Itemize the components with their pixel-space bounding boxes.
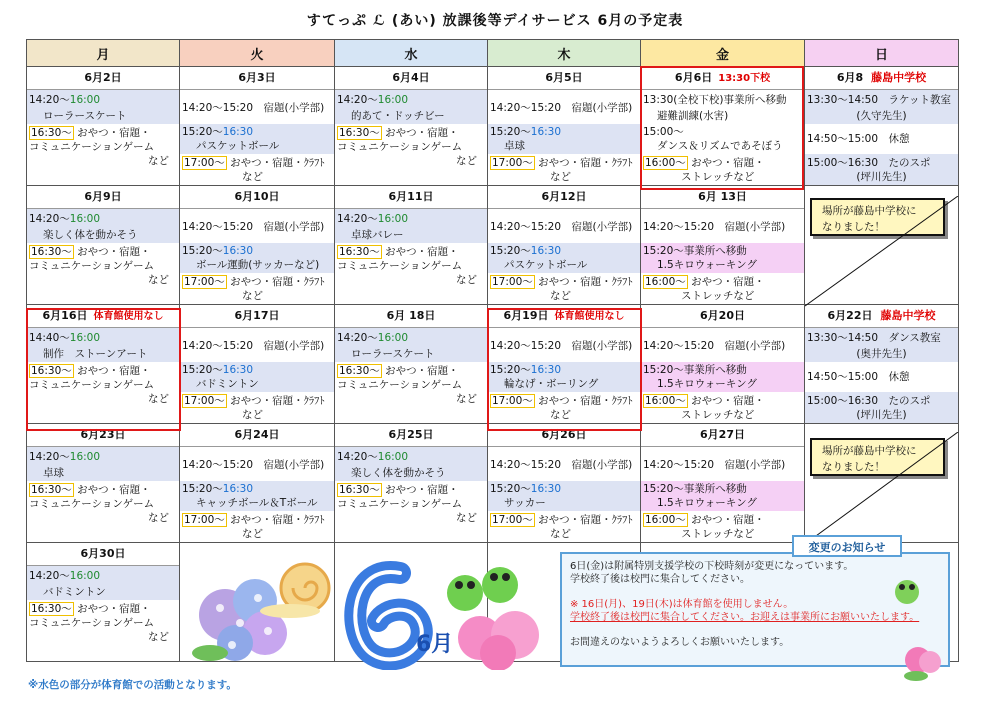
activity-block: 14:20～15:20 宿題(小学部)	[490, 102, 633, 114]
day-date: 6月26日	[488, 424, 640, 447]
hydrangea-small-icon	[898, 640, 948, 685]
day-location: 藤島中学校	[871, 71, 927, 84]
activity-block: 14:20～16:00 ローラースケート	[27, 90, 179, 124]
day-cell	[335, 305, 488, 424]
snack-block: 16:30～ おやつ・宿題・ コミュニケーションゲーム など	[337, 365, 477, 405]
activity-block: 15:20～16:30 輪なげ・ボーリング	[488, 362, 640, 392]
day-cell	[180, 67, 335, 186]
snack-block: 16:30～ おやつ・宿題・ コミュニケーションゲーム など	[29, 484, 169, 524]
weekday-thu: 木	[488, 40, 641, 67]
snack-block: 17:00～ おやつ・宿題・ｸﾗﾌﾄ など	[184, 395, 325, 421]
cell-strike-line	[805, 196, 959, 308]
snack-block: 16:30～ おやつ・宿題・ コミュニケーションゲーム など	[337, 127, 477, 167]
weekday-sun: 日	[805, 40, 959, 67]
day-cell	[27, 424, 180, 543]
day-cell	[27, 67, 180, 186]
activity-block: 14:20～15:20 宿題(小学部)	[182, 340, 325, 352]
big-six-graphic	[355, 572, 453, 659]
snack-block: 16:30～ おやつ・宿題・ コミュニケーションゲーム など	[29, 365, 169, 405]
snack-block: 16:00～ おやつ・宿題・ ストレッチなど	[645, 395, 765, 421]
highlight-box-jun16	[26, 308, 181, 431]
day-date: 6月10日	[180, 186, 334, 209]
weekday-wed: 水	[335, 40, 488, 67]
weekday-mon: 月	[27, 40, 180, 67]
june-illustration	[180, 553, 555, 670]
activity-block: 13:30～14:50 ラケット教室 (久守先生)	[805, 90, 958, 124]
day-date: 6月16日 体育館使用なし	[27, 305, 179, 328]
day-cell	[488, 424, 641, 543]
activity-block: 14:20～16:00 卓球	[27, 447, 179, 481]
activity-block: 14:20～16:00 楽しく体を動かそう	[27, 209, 179, 243]
activity-block: 14:20～15:20 宿題(小学部)	[643, 221, 786, 233]
activity-block: 15:20～事業所へ移動 1.5キロウォーキング	[641, 481, 804, 511]
activity-block: 15:20～16:30 ボール運動(サッカーなど)	[180, 243, 334, 273]
snack-block: 17:00～ おやつ・宿題・ｸﾗﾌﾄ など	[492, 395, 633, 421]
weekday-tue: 火	[180, 40, 335, 67]
activity-block: 14:20～15:20 宿題(小学部)	[182, 102, 325, 114]
activity-block: 14:20～16:00 ローラースケート	[335, 328, 487, 362]
snack-block: 16:00～ おやつ・宿題・ ストレッチなど	[645, 157, 765, 183]
snack-block: 16:30～ おやつ・宿題・ コミュニケーションゲーム など	[29, 127, 169, 167]
day-date: 6月9日	[27, 186, 179, 209]
notice-title: 変更のお知らせ	[792, 535, 902, 557]
activity-block: 14:20～16:00 楽しく体を動かそう	[335, 447, 487, 481]
day-cell	[335, 424, 488, 543]
activity-block: 14:50～15:00 休憩	[807, 371, 910, 383]
day-cell	[335, 186, 488, 305]
activity-block: 15:00～16:30 たのスポ (坪川先生)	[805, 154, 958, 186]
hydrangea-icon	[192, 579, 287, 661]
frog-umbrella-icon	[885, 570, 935, 610]
activity-block: 15:20～16:30 卓球	[488, 124, 640, 154]
day-date: 6月 18日	[335, 305, 487, 328]
day-date: 6月17日	[180, 305, 334, 328]
activity-block: 14:20～15:20 宿題(小学部)	[182, 459, 325, 471]
day-date: 6月23日	[27, 424, 179, 447]
snack-block: 16:30～ おやつ・宿題・ コミュニケーションゲーム など	[29, 246, 169, 286]
snack-block: 17:00～ おやつ・宿題・ｸﾗﾌﾄ など	[184, 157, 325, 183]
day-cell	[805, 305, 959, 424]
snack-block: 16:00～ おやつ・宿題・ ストレッチなど	[645, 514, 765, 540]
cell-strike-line	[805, 432, 959, 546]
day-date: 6月30日	[27, 543, 179, 566]
day-cell	[641, 424, 805, 543]
snack-block: 16:00～ おやつ・宿題・ ストレッチなど	[645, 276, 765, 302]
activity-block: 14:20～16:00 的あて・ドッチビー	[335, 90, 487, 124]
activity-block: 15:20～16:30 サッカー	[488, 481, 640, 511]
notice-line: 学校終了後は校門に集合してください。お迎えは事業所にお願いいたします。	[570, 612, 920, 623]
activity-block: 15:20～16:30 パスケットボール	[488, 243, 640, 273]
day-cell	[488, 67, 641, 186]
snack-block: 16:30～ おやつ・宿題・ コミュニケーションゲーム など	[337, 246, 477, 286]
callout-text: 場所が藤島中学校に なりました！	[822, 205, 917, 233]
snack-block: 17:00～ おやつ・宿題・ｸﾗﾌﾄ など	[184, 276, 325, 302]
activity-block: 15:20～16:30 バドミントン	[180, 362, 334, 392]
snack-block: 17:00～ おやつ・宿題・ｸﾗﾌﾄ など	[184, 514, 325, 540]
day-cell	[488, 186, 641, 305]
snack-block: 17:00～ おやつ・宿題・ｸﾗﾌﾄ など	[492, 157, 633, 183]
flower-bush-icon	[458, 611, 539, 670]
day-cell	[180, 305, 335, 424]
activity-block: 14:50～15:00 休憩	[807, 133, 910, 145]
highlight-box-jun19	[487, 308, 642, 431]
day-cell	[180, 186, 335, 305]
snack-block: 16:30～ おやつ・宿題・ コミュニケーションゲーム など	[29, 603, 169, 643]
day-date: 6月12日	[488, 186, 640, 209]
activity-block: 14:20～16:00 卓球バレー	[335, 209, 487, 243]
page-title: すてっぷ ℒ (あい) 放課後等デイサービス 6月の予定表	[306, 13, 684, 29]
day-cell	[27, 186, 180, 305]
day-date: 6月4日	[335, 67, 487, 90]
day-date: 6月24日	[180, 424, 334, 447]
day-date: 6月11日	[335, 186, 487, 209]
day-date: 6月20日	[641, 305, 804, 328]
activity-block: 13:30(全校下校)事業所へ移動 避難訓練(水害)	[643, 94, 787, 122]
activity-block: 15:00～16:30 たのスポ (坪川先生)	[805, 392, 958, 424]
notice-line: ※ 16日(月)、19日(木)は体育館を使用しません。	[570, 599, 794, 610]
day-note: 体育館使用なし	[93, 311, 164, 322]
day-date: 6月5日	[488, 67, 640, 90]
weekday-fri: 金	[641, 40, 805, 67]
activity-block: 14:20～15:20 宿題(小学部)	[643, 340, 786, 352]
day-cell	[641, 305, 805, 424]
day-date: 6月22日 藤島中学校	[805, 305, 958, 328]
day-date: 6月19日 体育館使用なし	[488, 305, 640, 328]
day-cell	[27, 543, 180, 662]
activity-block: 15:20～16:30 パスケットボール	[180, 124, 334, 154]
day-date: 6月8 藤島中学校	[805, 67, 958, 90]
day-note: 13:30下校	[718, 73, 771, 84]
day-note: 体育館使用なし	[554, 311, 625, 322]
notice-line: 6日(金)は附属特別支援学校の下校時刻が変更になっています。	[570, 561, 854, 572]
day-cell	[641, 186, 805, 305]
week-row	[27, 67, 959, 186]
day-cell	[335, 67, 488, 186]
day-date: 6月3日	[180, 67, 334, 90]
day-date: 6月2日	[27, 67, 179, 90]
big-six-label: 6月	[416, 632, 454, 657]
day-date: 6月25日	[335, 424, 487, 447]
day-date: 6月 13日	[641, 186, 804, 209]
activity-block: 15:20～事業所へ移動 1.5キロウォーキング	[641, 243, 804, 273]
day-cell	[180, 424, 335, 543]
day-date: 6月6日 13:30下校	[641, 67, 804, 90]
snack-block: 17:00～ おやつ・宿題・ｸﾗﾌﾄ など	[492, 514, 633, 540]
notice-line: 学校終了後は校門に集合してください。	[570, 574, 750, 585]
day-date: 6月27日	[641, 424, 804, 447]
activity-block: 15:20～事業所へ移動 1.5キロウォーキング	[641, 362, 804, 392]
callout-text: 場所が藤島中学校に なりました！	[822, 445, 917, 473]
activity-block: 14:20～15:20 宿題(小学部)	[490, 340, 633, 352]
day-cell	[805, 67, 959, 186]
activity-block: 15:00～ ダンス＆リズムであそぼう	[643, 126, 783, 152]
day-location: 藤島中学校	[880, 309, 936, 322]
activity-block: 14:20～15:20 宿題(小学部)	[182, 221, 325, 233]
activity-block: 14:40～16:00 制作 ストーンアート	[27, 328, 179, 362]
highlight-box-jun6	[640, 66, 804, 190]
notice-line: お間違えのないようよろしくお願いいたします。	[570, 637, 790, 648]
activity-block: 14:20～15:20 宿題(小学部)	[490, 221, 633, 233]
snack-block: 17:00～ おやつ・宿題・ｸﾗﾌﾄ など	[492, 276, 633, 302]
activity-block: 14:20～16:00 バドミントン	[27, 566, 179, 600]
activity-block: 15:20～16:30 キャッチボール＆Tボール	[180, 481, 334, 511]
activity-block: 14:20～15:20 宿題(小学部)	[643, 459, 786, 471]
activity-block: 13:30～14:50 ダンス教室 (奥井先生)	[805, 328, 958, 362]
weekday-header-row	[27, 40, 959, 67]
snack-block: 16:30～ おやつ・宿題・ コミュニケーションゲーム など	[337, 484, 477, 524]
activity-block: 14:20～15:20 宿題(小学部)	[490, 459, 633, 471]
footer-note: ※水色の部分が体育館での活動となります。	[28, 679, 237, 691]
frog-icon	[447, 567, 518, 611]
